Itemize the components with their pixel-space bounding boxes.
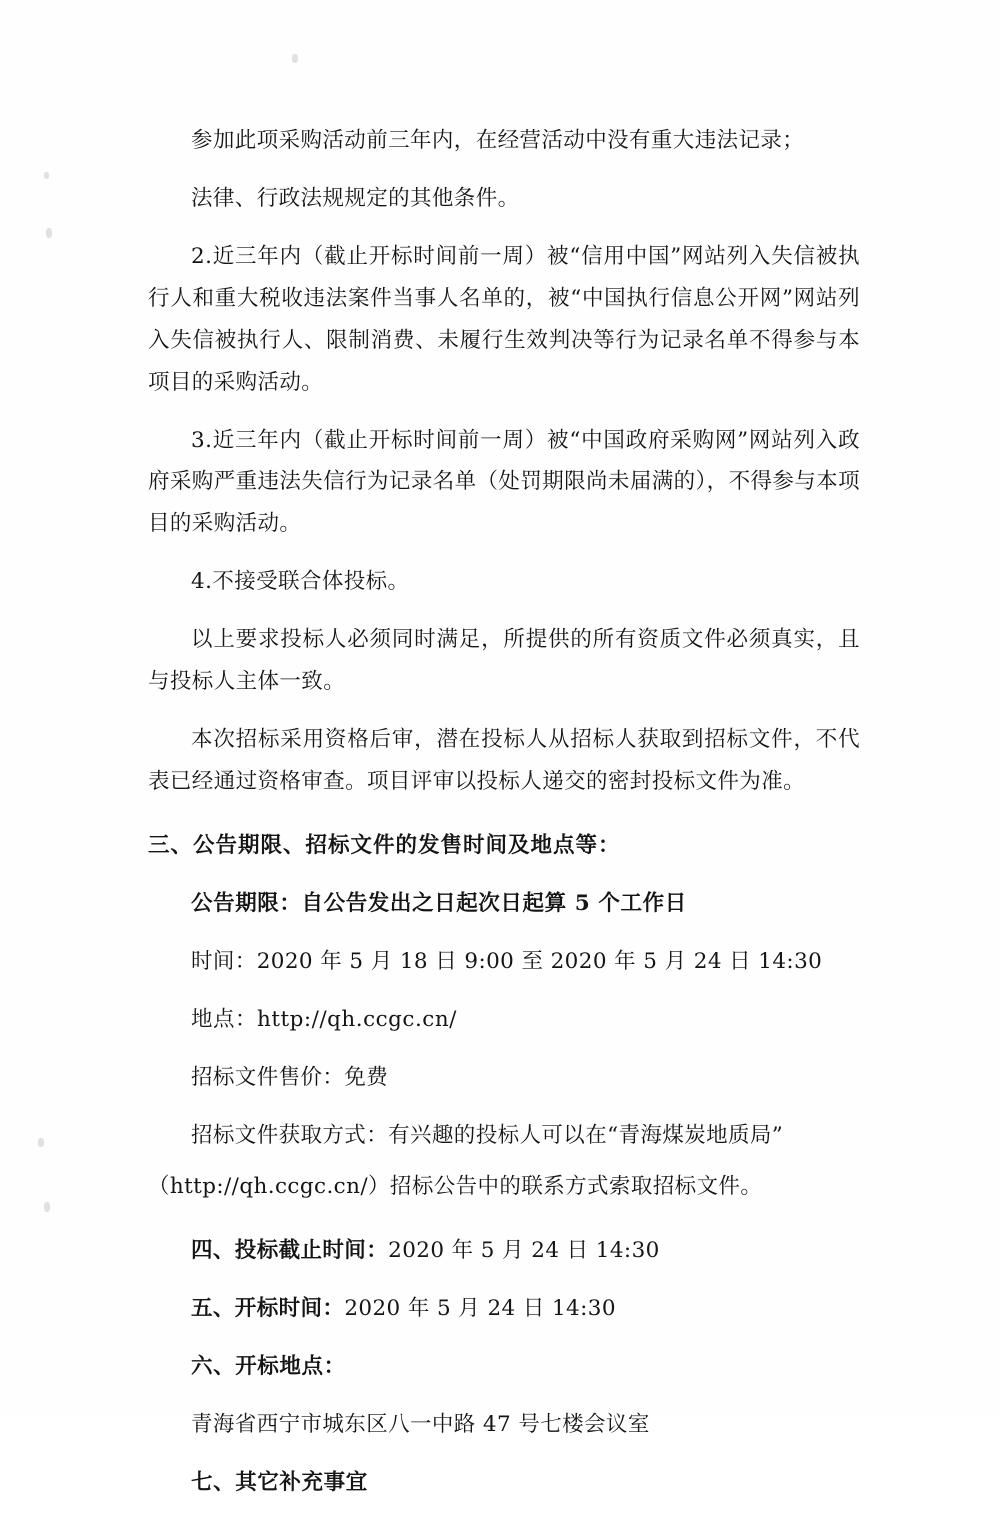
section-four-heading: 四、投标截止时间： (191, 1238, 389, 1264)
scan-speck (44, 172, 49, 179)
section-five-value: 2020 年 5 月 24 日 14:30 (344, 1296, 616, 1322)
paragraph-post-qualification-review: 本次招标采用资格后审，潜在投标人从招标人获取到招标文件，不代表已经通过资格审查。项目评审以投标人递交的密封投标文件为准。 (148, 727, 860, 794)
announcement-time-line: 时间：2020 年 5 月 18 日 9:00 至 2020 年 5 月 24 日 14:30 (191, 948, 823, 974)
section-three-heading: 三、公告期限、招标文件的发售时间及地点等： (148, 832, 621, 858)
section-six-heading: 六、开标地点： (191, 1354, 346, 1380)
paragraph-other-legal-conditions: 法律、行政法规规定的其他条件。 (191, 185, 520, 211)
scan-speck (44, 1202, 50, 1212)
paragraph-item-4-no-consortium: 4.不接受联合体投标。 (191, 569, 410, 595)
section-four-line (148, 1230, 860, 1272)
scan-speck (38, 1138, 44, 1147)
announcement-period-line: 公告期限：自公告发出之日起次日起算 5 个工作日 (191, 890, 687, 916)
section-five-line (148, 1288, 860, 1330)
paragraph-item-2-credit-china: 2.近三年内（截止开标时间前一周）被“信用中国”网站列入失信被执行人和重大税收违法案件当事人名单的，被“中国执行信息公开网”网站列入失信被执行人、限制消费、未履行生效判决等行为记录名单不得参与本项目的采购活动。 (148, 243, 860, 395)
paragraph-qualification-consistency: 以上要求投标人必须同时满足，所提供的所有资质文件必须真实，且与投标人主体一致。 (148, 627, 860, 695)
section-seven-heading: 七、其它补充事宜 (191, 1470, 368, 1496)
scan-speck (292, 54, 298, 63)
document-text-body (148, 120, 860, 1520)
paragraph-requirement-no-violation: 参加此项采购活动前三年内，在经营活动中没有重大违法记录； (191, 128, 805, 153)
section-six-value: 青海省西宁市城东区八一中路 47 号七楼会议室 (191, 1412, 650, 1438)
document-acquire-line-2: （http://qh.ccgc.cn/）招标公告中的联系方式索取招标文件。 (148, 1174, 763, 1200)
paragraph-item-3-gov-procurement: 3.近三年内（截止开标时间前一周）被“中国政府采购网”网站列入政府采购严重违法失信行为记录名单（处罚期限尚未届满的），不得参与本项目的采购活动。 (148, 427, 860, 537)
scan-speck (46, 228, 52, 238)
document-price-line: 招标文件售价：免费 (191, 1064, 389, 1090)
announcement-place-line: 地点：http://qh.ccgc.cn/ (191, 1006, 457, 1032)
section-four-value: 2020 年 5 月 24 日 14:30 (388, 1238, 660, 1264)
document-acquire-line-1: 招标文件获取方式：有兴趣的投标人可以在“青海煤炭地质局” (191, 1122, 784, 1148)
section-five-heading: 五、开标时间： (191, 1296, 345, 1322)
